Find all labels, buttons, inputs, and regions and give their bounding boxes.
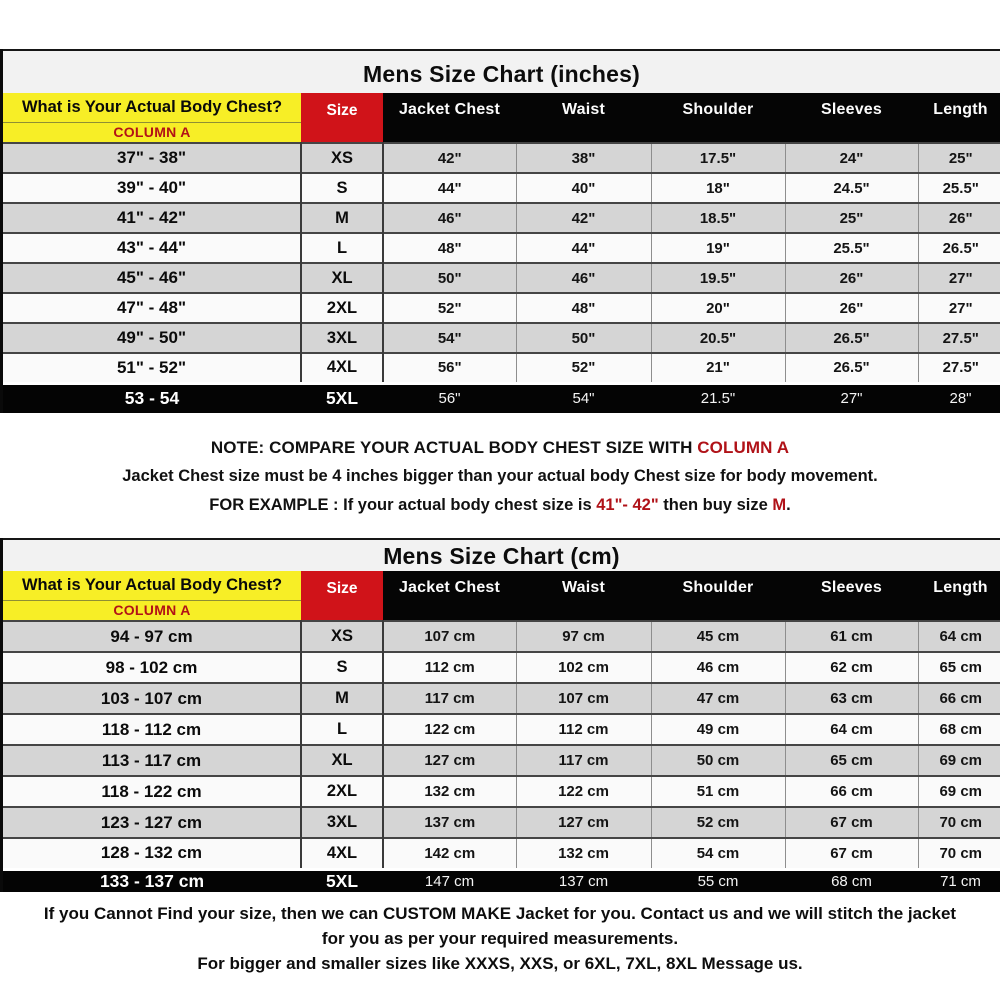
chest-cell: 98 - 102 cm [3,652,301,683]
shoulder-cell: 18.5" [651,203,785,233]
size-cell: XS [301,143,383,173]
sleeves-cell: 66 cm [785,776,918,807]
jacket-chest-cell: 137 cm [383,807,516,838]
chest-question-label: What is Your Actual Body Chest? [21,98,283,116]
waist-cell: 97 cm [516,621,651,652]
table-row [3,263,1000,293]
waist-cell: 40" [516,173,651,203]
jacket-chest-column-header: Jacket Chest [383,571,516,621]
length-cell: 69 cm [918,776,1000,807]
size-cell: 2XL [301,776,383,807]
waist-cell: 112 cm [516,714,651,745]
chest-cell: 41" - 42" [3,203,301,233]
sleeves-cell: 67 cm [785,807,918,838]
waist-cell: 42" [516,203,651,233]
waist-cell: 48" [516,293,651,323]
note-line-3-m-highlight: M [772,496,787,514]
table-row [3,714,1000,745]
chest-cell: 45" - 46" [3,263,301,293]
sleeves-cell: 24" [785,143,918,173]
sleeves-cell: 67 cm [785,838,918,869]
jacket-chest-cell: 107 cm [383,621,516,652]
waist-cell: 38" [516,143,651,173]
waist-cell: 122 cm [516,776,651,807]
size-column-header: Size [301,571,383,621]
table-row [3,776,1000,807]
table-row [3,173,1000,203]
shoulder-cell: 47 cm [651,683,785,714]
sleeves-cell: 24.5" [785,173,918,203]
sleeves-column-header: Sleeves [785,571,918,621]
sleeves-cell: 26" [785,293,918,323]
sleeves-cell: 26.5" [785,323,918,353]
shoulder-cell: 55 cm [651,869,785,892]
chest-cell: 133 - 137 cm [3,869,301,892]
sleeves-cell: 25.5" [785,233,918,263]
inches-chart-section [0,49,1000,413]
shoulder-cell: 21" [651,353,785,383]
sleeves-cell: 63 cm [785,683,918,714]
waist-cell: 46" [516,263,651,293]
size-cell: L [301,714,383,745]
footer-line-2: for you as per your required measurements. [321,929,679,948]
shoulder-cell: 46 cm [651,652,785,683]
chest-cell: 39" - 40" [3,173,301,203]
shoulder-cell: 21.5" [651,383,785,413]
chest-cell: 43" - 44" [3,233,301,263]
length-cell: 26" [918,203,1000,233]
table-row [3,621,1000,652]
note-line-1-highlight: COLUMN A [697,438,790,457]
chest-question-header [3,571,301,621]
cm-size-table [3,571,1000,892]
length-cell: 25.5" [918,173,1000,203]
waist-cell: 137 cm [516,869,651,892]
size-cell: 5XL [301,383,383,413]
shoulder-cell: 51 cm [651,776,785,807]
shoulder-cell: 17.5" [651,143,785,173]
footer-section [0,892,1000,976]
shoulder-cell: 54 cm [651,838,785,869]
length-column-header: Length [918,571,1000,621]
size-cell: 4XL [301,353,383,383]
length-cell: 70 cm [918,838,1000,869]
chest-cell: 123 - 127 cm [3,807,301,838]
sleeves-cell: 64 cm [785,714,918,745]
jacket-chest-cell: 48" [383,233,516,263]
length-cell: 27.5" [918,353,1000,383]
size-cell: M [301,203,383,233]
length-cell: 70 cm [918,807,1000,838]
jacket-chest-cell: 142 cm [383,838,516,869]
table-row [3,683,1000,714]
chest-cell: 51" - 52" [3,353,301,383]
shoulder-cell: 50 cm [651,745,785,776]
waist-cell: 54" [516,383,651,413]
cm-chart-title: Mens Size Chart (cm) [3,538,1000,571]
size-cell: 3XL [301,323,383,353]
length-cell: 28" [918,383,1000,413]
jacket-chest-cell: 54" [383,323,516,353]
sleeves-cell: 27" [785,383,918,413]
chest-cell: 103 - 107 cm [3,683,301,714]
note-line-1-text: NOTE: COMPARE YOUR ACTUAL BODY CHEST SIZE WITH [210,438,698,457]
jacket-chest-cell: 56" [383,383,516,413]
shoulder-cell: 49 cm [651,714,785,745]
column-a-label: COLUMN A [3,122,301,142]
jacket-chest-cell: 52" [383,293,516,323]
table-row [3,143,1000,173]
cm-table-body [3,621,1000,892]
length-cell: 27" [918,263,1000,293]
note-line-3-period: . [786,496,791,514]
table-row [3,652,1000,683]
length-cell: 71 cm [918,869,1000,892]
waist-cell: 52" [516,353,651,383]
jacket-chest-cell: 147 cm [383,869,516,892]
waist-cell: 127 cm [516,807,651,838]
length-cell: 69 cm [918,745,1000,776]
length-cell: 64 cm [918,621,1000,652]
size-cell: S [301,173,383,203]
jacket-chest-cell: 46" [383,203,516,233]
table-row [3,807,1000,838]
table-row [3,203,1000,233]
size-cell: M [301,683,383,714]
waist-column-header: Waist [516,571,651,621]
waist-cell: 44" [516,233,651,263]
chest-cell: 128 - 132 cm [3,838,301,869]
length-cell: 27" [918,293,1000,323]
cm-header-row [3,571,1000,621]
section-gap [0,515,1000,538]
size-cell: XL [301,263,383,293]
chest-cell: 118 - 122 cm [3,776,301,807]
table-row [3,869,1000,892]
shoulder-cell: 19" [651,233,785,263]
chest-cell: 118 - 112 cm [3,714,301,745]
shoulder-cell: 20" [651,293,785,323]
shoulder-cell: 18" [651,173,785,203]
shoulder-column-header: Shoulder [651,93,785,143]
inches-header-row [3,93,1000,143]
size-cell: 4XL [301,838,383,869]
jacket-chest-column-header: Jacket Chest [383,93,516,143]
chest-cell: 53 - 54 [3,383,301,413]
table-row [3,293,1000,323]
note-line-1 [0,438,1000,458]
table-row [3,353,1000,383]
waist-cell: 107 cm [516,683,651,714]
shoulder-cell: 20.5" [651,323,785,353]
sleeves-cell: 26" [785,263,918,293]
footer-line-3: For bigger and smaller sizes like XXXS, XXS, or 6XL, 7XL, 8XL Message us. [197,954,803,973]
length-cell: 65 cm [918,652,1000,683]
table-row [3,233,1000,263]
jacket-chest-cell: 44" [383,173,516,203]
chest-question-label: What is Your Actual Body Chest? [21,576,283,594]
sleeves-column-header: Sleeves [785,93,918,143]
jacket-chest-cell: 117 cm [383,683,516,714]
sleeves-cell: 68 cm [785,869,918,892]
chest-cell: 47" - 48" [3,293,301,323]
waist-cell: 50" [516,323,651,353]
length-cell: 27.5" [918,323,1000,353]
shoulder-column-header: Shoulder [651,571,785,621]
note-line-3 [0,496,1000,515]
note-line-3-size-highlight: 41"- 42" [596,496,659,514]
size-cell: L [301,233,383,263]
waist-cell: 117 cm [516,745,651,776]
table-row [3,323,1000,353]
jacket-chest-cell: 50" [383,263,516,293]
chest-cell: 49" - 50" [3,323,301,353]
note-line-3-text: FOR EXAMPLE : If your actual body chest size is [209,496,597,514]
sleeves-cell: 65 cm [785,745,918,776]
inches-size-table [3,93,1000,413]
size-cell: 5XL [301,869,383,892]
shoulder-cell: 52 cm [651,807,785,838]
sleeves-cell: 61 cm [785,621,918,652]
shoulder-cell: 19.5" [651,263,785,293]
cm-chart-section [0,538,1000,892]
length-column-header: Length [918,93,1000,143]
jacket-chest-cell: 42" [383,143,516,173]
jacket-chest-cell: 132 cm [383,776,516,807]
sleeves-cell: 26.5" [785,353,918,383]
jacket-chest-cell: 122 cm [383,714,516,745]
chest-cell: 94 - 97 cm [3,621,301,652]
size-cell: S [301,652,383,683]
top-margin [0,0,1000,49]
jacket-chest-cell: 56" [383,353,516,383]
sleeves-cell: 62 cm [785,652,918,683]
size-cell: 3XL [301,807,383,838]
length-cell: 66 cm [918,683,1000,714]
column-a-label: COLUMN A [3,600,301,620]
length-cell: 68 cm [918,714,1000,745]
note-section [0,413,1000,515]
waist-cell: 132 cm [516,838,651,869]
jacket-chest-cell: 127 cm [383,745,516,776]
chest-question-header [3,93,301,143]
sleeves-cell: 25" [785,203,918,233]
size-column-header: Size [301,93,383,143]
footer-line-1: If you Cannot Find your size, then we can CUSTOM MAKE Jacket for you. Contact us and we will stitch the jacket [43,904,957,923]
table-row [3,383,1000,413]
note-line-3-text-2: then buy size [658,496,773,514]
waist-cell: 102 cm [516,652,651,683]
length-cell: 25" [918,143,1000,173]
waist-column-header: Waist [516,93,651,143]
size-cell: 2XL [301,293,383,323]
shoulder-cell: 45 cm [651,621,785,652]
table-row [3,745,1000,776]
size-cell: XS [301,621,383,652]
table-row [3,838,1000,869]
size-cell: XL [301,745,383,776]
chest-cell: 37" - 38" [3,143,301,173]
jacket-chest-cell: 112 cm [383,652,516,683]
chest-cell: 113 - 117 cm [3,745,301,776]
inches-chart-title: Mens Size Chart (inches) [3,49,1000,93]
inches-table-body [3,143,1000,413]
length-cell: 26.5" [918,233,1000,263]
note-line-2: Jacket Chest size must be 4 inches bigger than your actual body Chest size for body movement. [122,467,878,485]
